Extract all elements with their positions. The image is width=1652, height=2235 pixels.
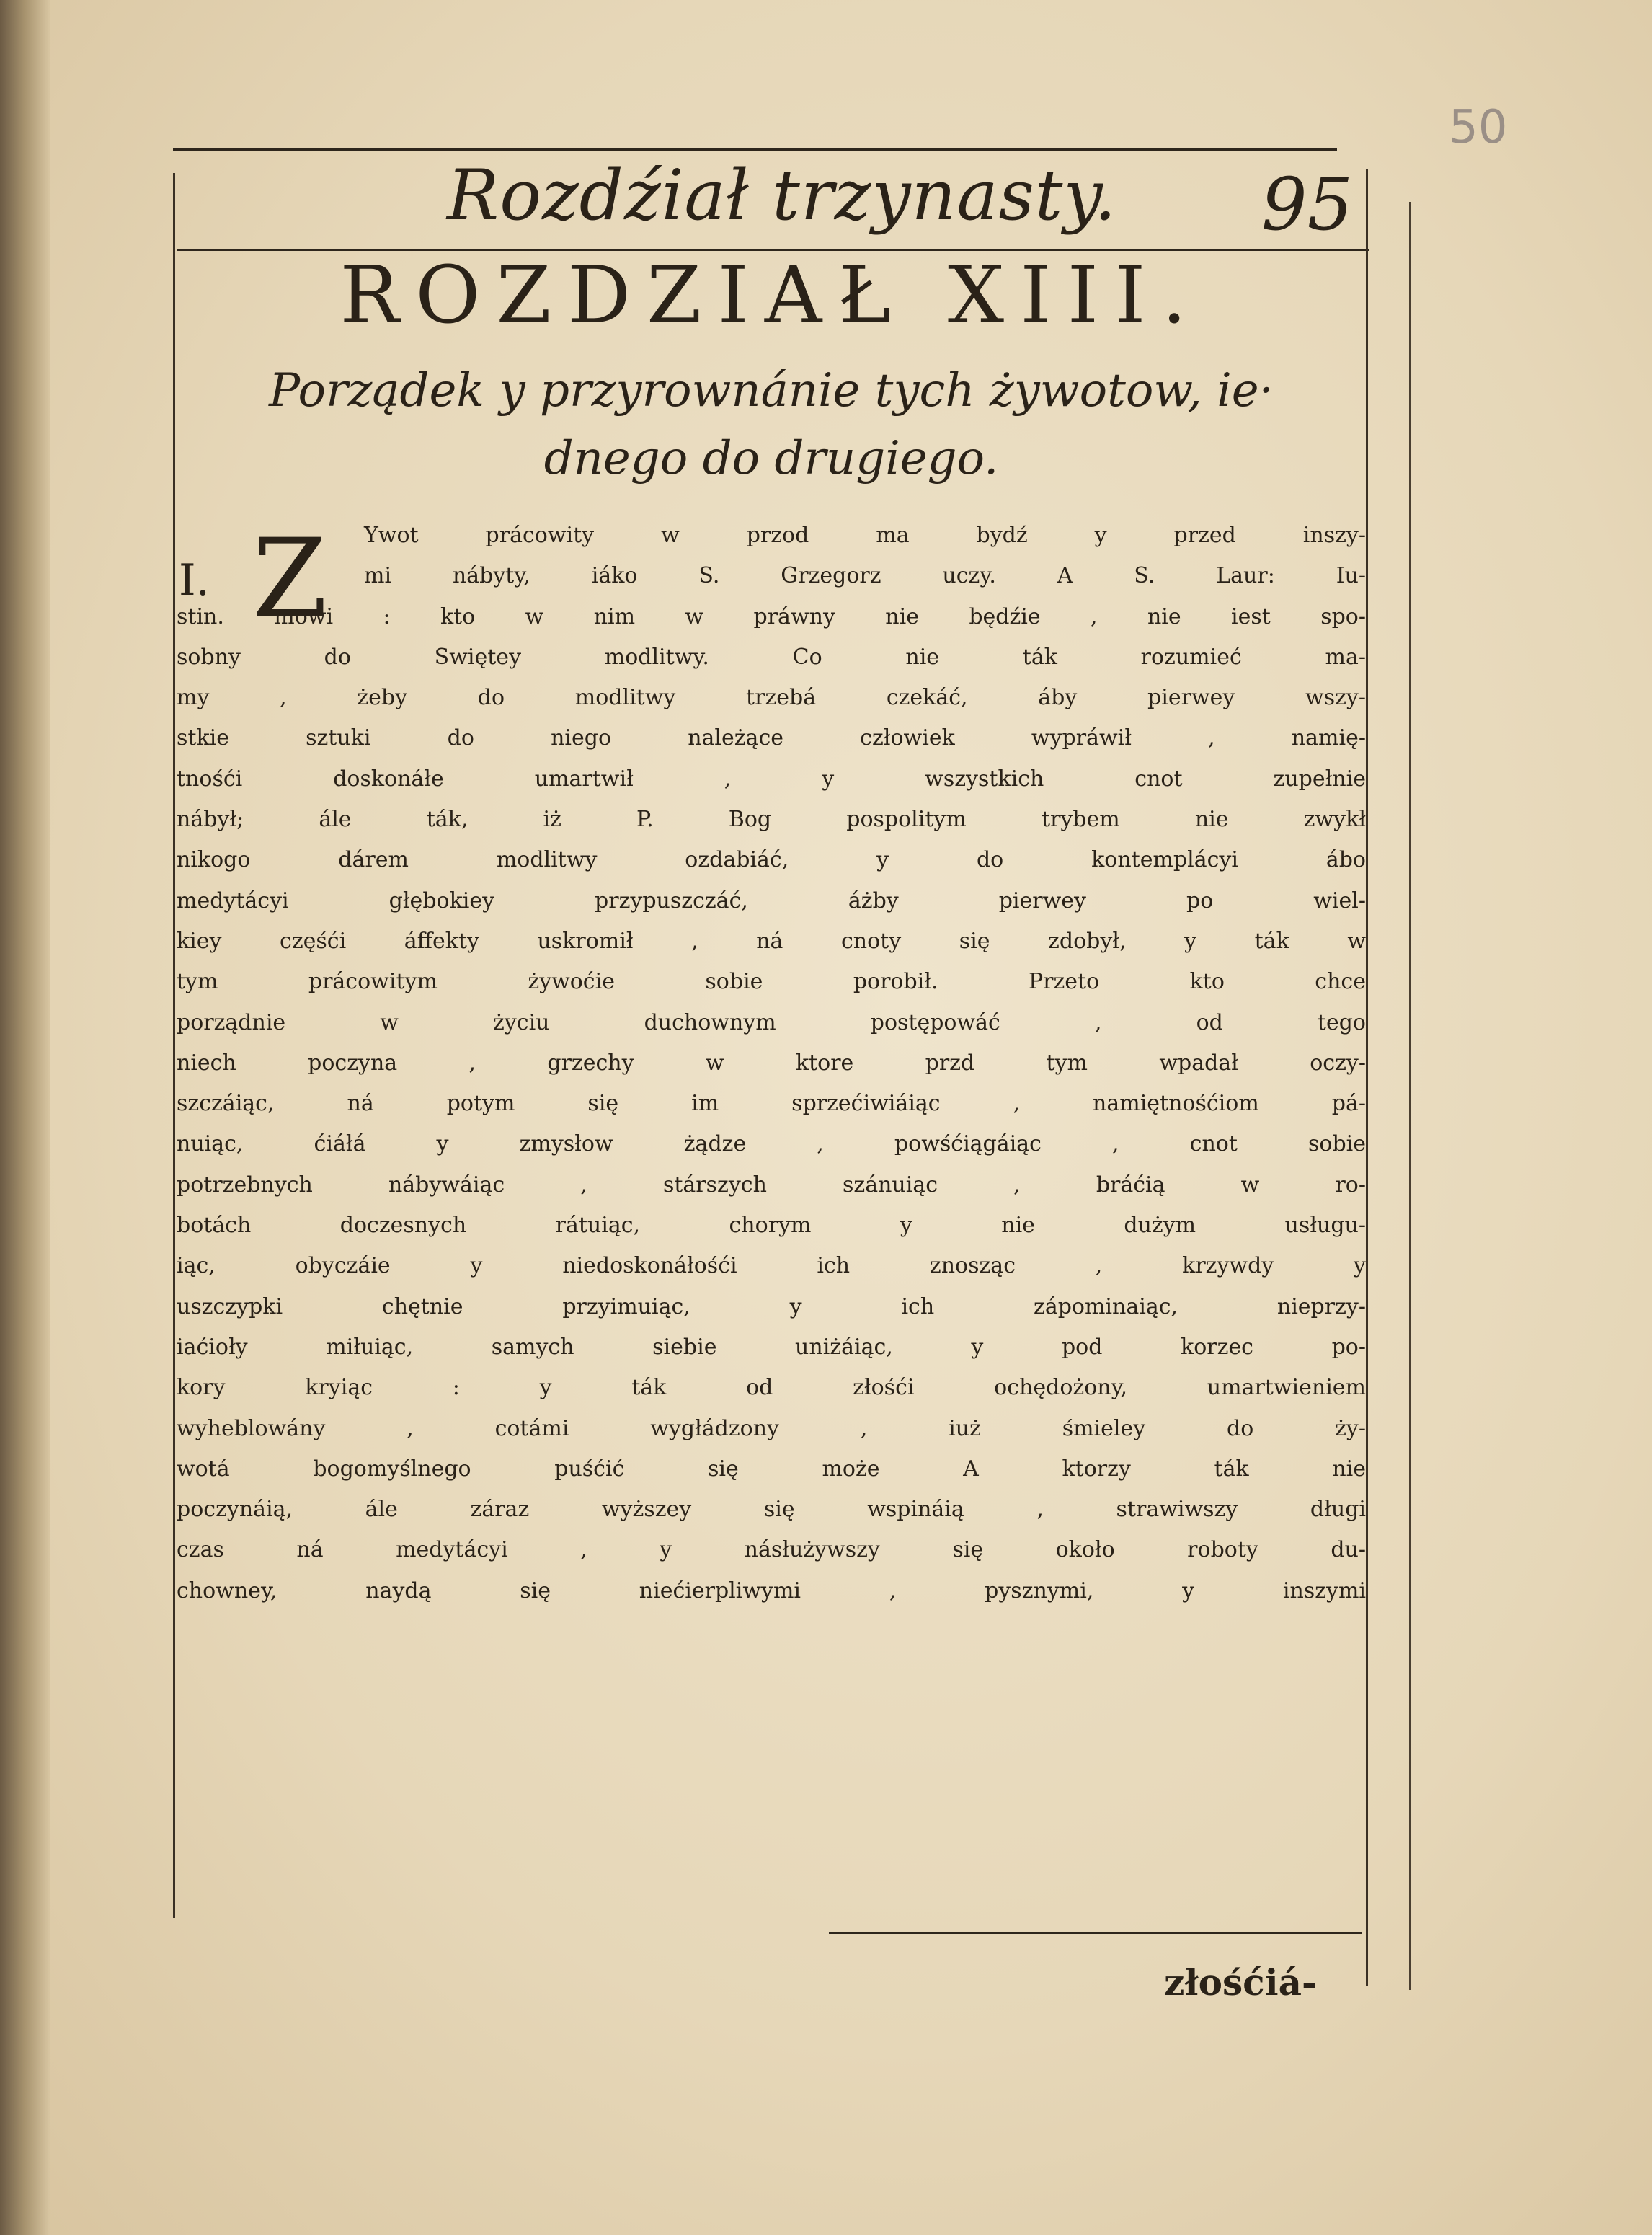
page-number: 95 — [1261, 162, 1354, 247]
chapter-subtitle — [187, 357, 1355, 492]
text-line: potrzebnych nábywáiąc , stárszych szánuiąc , bráćią w ro- — [177, 1172, 1366, 1198]
text-line: kiey częśći áffekty uskromił , ná cnoty się zdobył, y ták w — [177, 928, 1366, 954]
text-line: stin. mowi : kto w nim w práwny nie będźie , nie iest spo- — [177, 603, 1366, 629]
text-line: stkie sztuki do niego należące człowiek wypráwił , namię- — [177, 725, 1366, 751]
chapter-heading: ROZDZIAŁ XIII. — [339, 249, 1203, 341]
book-spine — [0, 0, 50, 2235]
text-line: tnośći doskonáłe umartwił , y wszystkich cnot zupełnie — [177, 766, 1366, 792]
text-line: czas ná medytácyi , y násłużywszy się około roboty du- — [177, 1537, 1366, 1563]
text-line: nuiąc, ćiáłá y zmysłow żądze , powśćiągáiąc , cnot sobie — [177, 1131, 1366, 1157]
text-line: nikogo dárem modlitwy ozdabiáć, y do kontemplácyi ábo — [177, 847, 1366, 873]
frame-left-border — [173, 173, 175, 1918]
body-text — [177, 515, 1366, 1611]
text-line: porządnie w życiu duchownym postępowáć , od tego — [177, 1009, 1366, 1035]
text-line: botách doczesnych rátuiąc, chorym y nie dużym usługu- — [177, 1213, 1366, 1239]
text-line: my , żeby do modlitwy trzebá czekáć, áby pierwey wszy- — [177, 685, 1366, 711]
text-line: wotá bogomyślnego puśćić się może A ktorzy ták nie — [177, 1456, 1366, 1482]
text-line: mi nábyty, iáko S. Grzegorz uczy. A S. Laur: Iu- — [364, 563, 1366, 589]
subtitle-line: dnego do drugiego. — [543, 432, 999, 485]
text-line: nábył; ále ták, iż P. Bog pospolitym trybem nie zwykł — [177, 807, 1366, 833]
text-line: szczáiąc, ná potym się im sprzećiwiáiąc , namiętnośćiom pá- — [177, 1091, 1366, 1117]
text-line: medytácyi głębokiey przypuszczáć, áżby pierwey po wiel- — [177, 888, 1366, 913]
footer-rule — [829, 1932, 1362, 1934]
text-line: wyheblowány , cotámi wygłádzony , iuż śmieley do ży- — [177, 1415, 1366, 1441]
text-line: niech poczyna , grzechy w ktore przd tym wpadał oczy- — [177, 1050, 1366, 1076]
text-line: uszczypki chętnie przyimuiąc, y ich zápominaiąc, nieprzy- — [177, 1293, 1366, 1319]
text-line: poczynáią, ále záraz wyższey się wspináią , strawiwszy długi — [177, 1497, 1366, 1523]
section-number: I. — [179, 555, 210, 606]
text-line: kory kryiąc : y ták od złośći ochędożony, umartwieniem — [177, 1375, 1366, 1401]
text-line: chowney, naydą się niećierpliwymi , pysznymi, y inszymi — [177, 1577, 1366, 1603]
subtitle-line: Porządek y przyrownánie tych żywotow, ie· — [269, 364, 1274, 417]
text-line: Ywot prácowity w przod ma bydź y przed inszy- — [364, 523, 1366, 548]
text-line: tym prácowitym żywoćie sobie porobił. Przeto kto chce — [177, 969, 1366, 995]
drop-initial: Z — [252, 516, 328, 642]
pencil-folio-number: 50 — [1449, 101, 1508, 154]
text-line: iaćioły miłuiąc, samych siebie uniżáiąc, y pod korzec po- — [177, 1334, 1366, 1360]
running-title: Rozdźiał trzynasty. — [447, 155, 1117, 236]
frame-right-border — [1366, 169, 1368, 1986]
catchword: złośćiá- — [1164, 1961, 1317, 2004]
outer-margin-rule — [1409, 202, 1411, 1990]
header-rule — [173, 148, 1337, 151]
text-line: iąc, obyczáie y niedoskonáłośći ich znosząc , krzywdy y — [177, 1253, 1366, 1279]
text-line: sobny do Swiętey modlitwy. Co nie ták rozumieć ma- — [177, 644, 1366, 670]
